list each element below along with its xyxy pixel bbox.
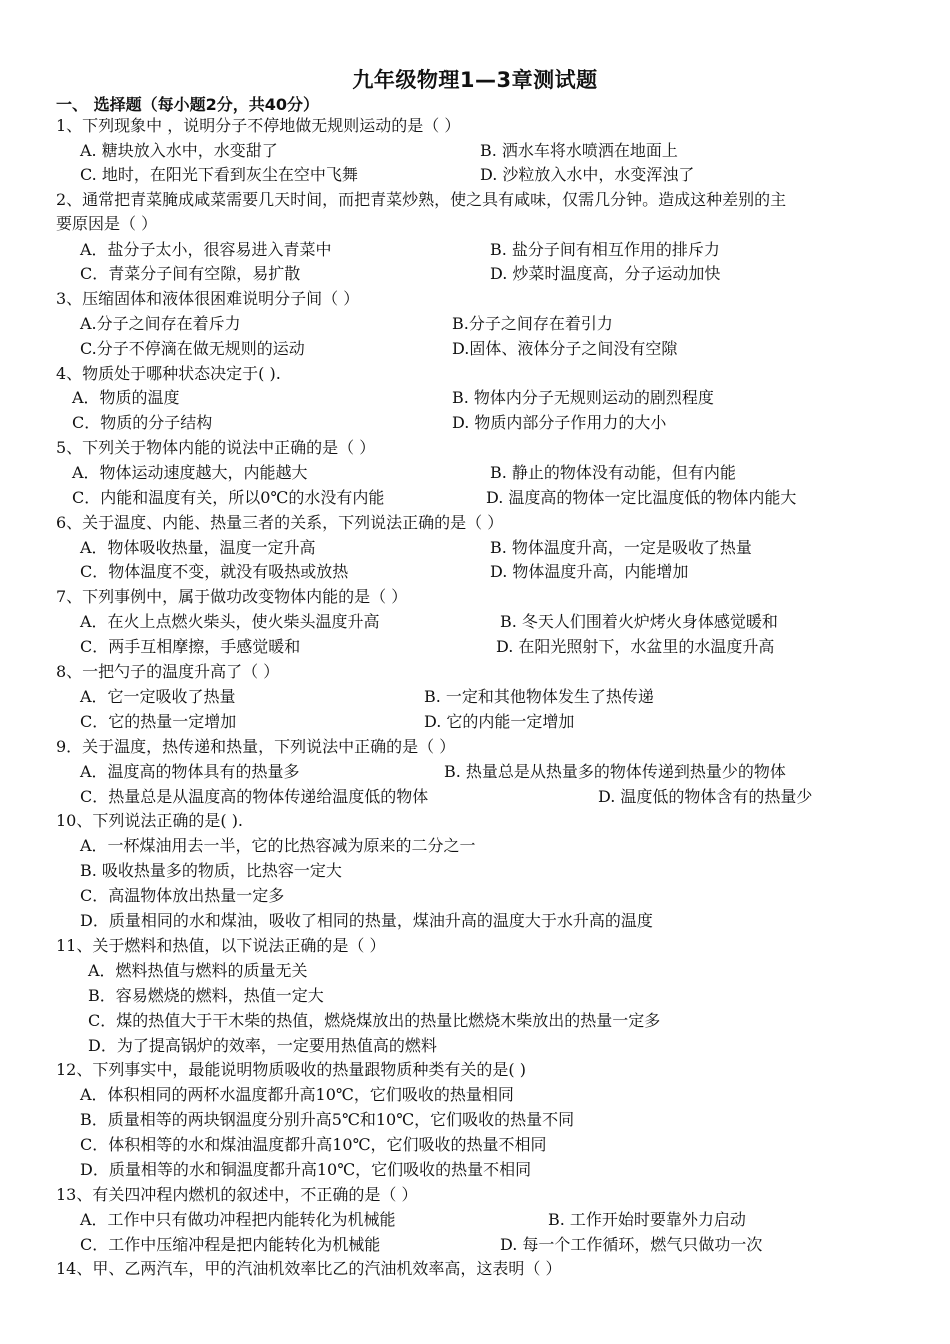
question-13-stem: 13、有关四冲程内燃机的叙述中，不正确的是（ ） xyxy=(56,1185,418,1204)
question-6-option-a: A．物体吸收热量，温度一定升高 xyxy=(80,538,316,557)
question-8-stem: 8、一把勺子的温度升高了（ ） xyxy=(56,662,280,681)
question-11-option-b: B．容易燃烧的燃料，热值一定大 xyxy=(88,986,324,1005)
question-2-option-a: A．盐分子太小，很容易进入青菜中 xyxy=(80,240,332,259)
question-12-stem: 12、下列事实中，最能说明物质吸收的热量跟物质种类有关的是( ) xyxy=(56,1060,526,1079)
question-2-stem: 2、通常把青菜腌成咸菜需要几天时间，而把青菜炒熟，使之具有咸味，仅需几分钟。造成这种差别的主 xyxy=(56,190,787,209)
question-8-option-d: D. 它的内能一定增加 xyxy=(424,712,575,731)
question-9-option-a: A．温度高的物体具有的热量多 xyxy=(80,762,300,781)
question-11-option-a: A．燃料热值与燃料的质量无关 xyxy=(88,961,308,980)
question-10-option-a: A．一杯煤油用去一半，它的比热容减为原来的二分之一 xyxy=(80,836,476,855)
question-7-stem: 7、下列事例中，属于做功改变物体内能的是（ ） xyxy=(56,587,408,606)
question-1-option-d: D. 沙粒放入水中，水变浑浊了 xyxy=(480,165,695,184)
question-13-option-d: D. 每一个工作循环，燃气只做功一次 xyxy=(500,1235,763,1254)
question-12-option-b: B．质量相等的两块钢温度分别升高5℃和10℃，它们吸收的热量不同 xyxy=(80,1110,575,1129)
question-2-option-d: D. 炒菜时温度高，分子运动加快 xyxy=(490,264,721,283)
question-3-option-d: D.固体、液体分子之间没有空隙 xyxy=(452,339,678,358)
question-9-option-b: B. 热量总是从热量多的物体传递到热量少的物体 xyxy=(444,762,786,781)
question-13-option-b: B. 工作开始时要靠外力启动 xyxy=(548,1210,746,1229)
question-5-option-d: D. 温度高的物体一定比温度低的物体内能大 xyxy=(486,488,797,507)
question-12-option-d: D．质量相等的水和铜温度都升高10℃，它们吸收的热量不相同 xyxy=(80,1160,532,1179)
question-4-option-a: A．物质的温度 xyxy=(72,388,180,407)
question-11-option-c: C．煤的热值大于干木柴的热值，燃烧煤放出的热量比燃烧木柴放出的热量一定多 xyxy=(88,1011,661,1030)
question-4-option-d: D. 物质内部分子作用力的大小 xyxy=(452,413,667,432)
question-2-stem-cont: 要原因是（ ） xyxy=(56,214,158,233)
question-7-option-c: C．两手互相摩擦，手感觉暖和 xyxy=(80,637,301,656)
question-11-stem: 11、关于燃料和热值，以下说法正确的是（ ） xyxy=(56,936,386,955)
question-8-option-c: C．它的热量一定增加 xyxy=(80,712,237,731)
question-2-option-c: C．青菜分子间有空隙，易扩散 xyxy=(80,264,301,283)
question-5-option-b: B. 静止的物体没有动能，但有内能 xyxy=(490,463,736,482)
question-9-option-c: C．热量总是从温度高的物体传递给温度低的物体 xyxy=(80,787,429,806)
question-3-option-c: C.分子不停滴在做无规则的运动 xyxy=(80,339,305,358)
question-1-option-c: C. 地时，在阳光下看到灰尘在空中飞舞 xyxy=(80,165,358,184)
question-3-stem: 3、压缩固体和液体很困难说明分子间（ ） xyxy=(56,289,360,308)
question-5-stem: 5、下列关于物体内能的说法中正确的是（ ） xyxy=(56,438,376,457)
question-6-option-c: C．物体温度不变，就没有吸热或放热 xyxy=(80,562,349,581)
question-5-option-a: A．物体运动速度越大，内能越大 xyxy=(72,463,308,482)
question-14-stem: 14、甲、乙两汽车，甲的汽油机效率比乙的汽油机效率高，这表明（ ） xyxy=(56,1259,562,1278)
question-7-option-d: D. 在阳光照射下，水盆里的水温度升高 xyxy=(496,637,775,656)
question-1-option-a: A. 糖块放入水中，水变甜了 xyxy=(80,141,278,160)
question-1-option-b: B. 洒水车将水喷洒在地面上 xyxy=(480,141,678,160)
question-10-stem: 10、下列说法正确的是( ). xyxy=(56,811,244,830)
question-6-option-d: D. 物体温度升高，内能增加 xyxy=(490,562,689,581)
section-heading: 一、 选择题（每小题2分，共40分） xyxy=(56,95,319,114)
question-1-stem: 1、下列现象中 ，说明分子不停地做无规则运动的是（ ） xyxy=(56,116,461,135)
question-4-option-b: B. 物体内分子无规则运动的剧烈程度 xyxy=(452,388,714,407)
question-8-option-b: B. 一定和其他物体发生了热传递 xyxy=(424,687,654,706)
question-8-option-a: A．它一定吸收了热量 xyxy=(80,687,236,706)
question-6-stem: 6、关于温度、内能、热量三者的关系，下列说法正确的是（ ） xyxy=(56,513,504,532)
question-11-option-d: D．为了提高锅炉的效率，一定要用热值高的燃料 xyxy=(88,1036,437,1055)
question-10-option-b: B. 吸收热量多的物质，比热容一定大 xyxy=(80,861,342,880)
question-13-option-c: C．工作中压缩冲程是把内能转化为机械能 xyxy=(80,1235,381,1254)
question-10-option-c: C．高温物体放出热量一定多 xyxy=(80,886,285,905)
question-10-option-d: D．质量相同的水和煤油，吸收了相同的热量，煤油升高的温度大于水升高的温度 xyxy=(80,911,653,930)
question-7-option-a: A．在火上点燃火柴头，使火柴头温度升高 xyxy=(80,612,380,631)
question-9-option-d: D. 温度低的物体含有的热量少 xyxy=(598,787,813,806)
question-6-option-b: B. 物体温度升高，一定是吸收了热量 xyxy=(490,538,752,557)
question-4-stem: 4、物质处于哪种状态决定于( ). xyxy=(56,364,281,383)
question-9-stem: 9．关于温度，热传递和热量，下列说法中正确的是（ ） xyxy=(56,737,456,756)
question-2-option-b: B. 盐分子间有相互作用的排斥力 xyxy=(490,240,720,259)
question-7-option-b: B. 冬天人们围着火炉烤火身体感觉暖和 xyxy=(500,612,778,631)
question-13-option-a: A．工作中只有做功冲程把内能转化为机械能 xyxy=(80,1210,396,1229)
question-12-option-c: C．体积相等的水和煤油温度都升高10℃，它们吸收的热量不相同 xyxy=(80,1135,547,1154)
page-title: 九年级物理1—3章测试题 xyxy=(352,68,598,92)
question-5-option-c: C．内能和温度有关，所以0℃的水没有内能 xyxy=(72,488,385,507)
question-3-option-b: B.分子之间存在着引力 xyxy=(452,314,613,333)
question-3-option-a: A.分子之间存在着斥力 xyxy=(80,314,241,333)
question-4-option-c: C．物质的分子结构 xyxy=(72,413,213,432)
question-12-option-a: A．体积相同的两杯水温度都升高10℃，它们吸收的热量相同 xyxy=(80,1085,514,1104)
